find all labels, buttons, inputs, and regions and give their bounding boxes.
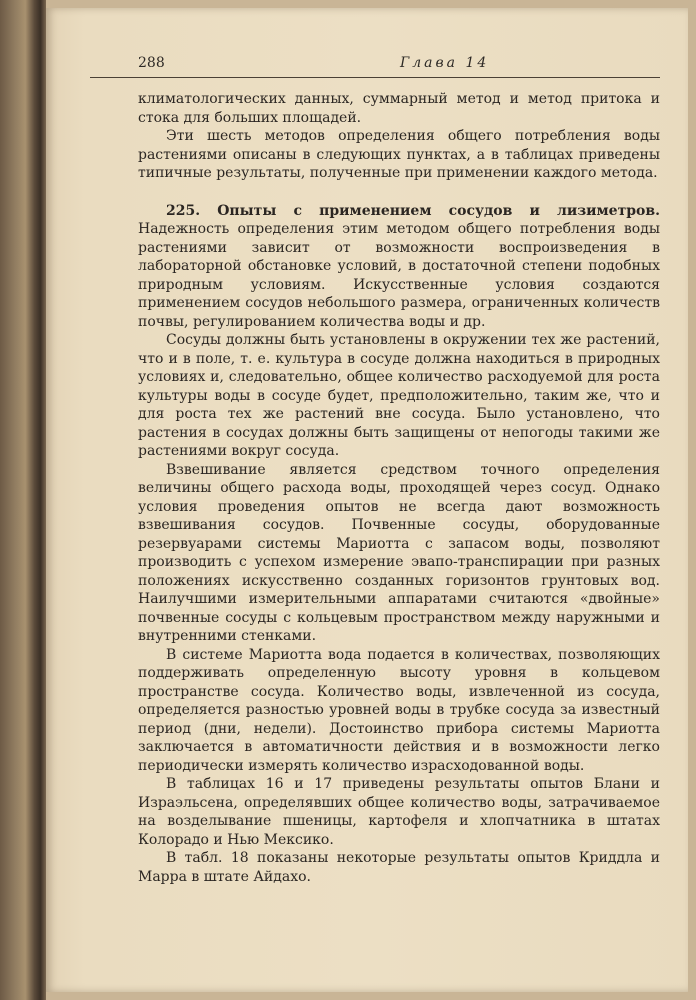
paragraph-weighing: Взвешивание является средством точного определения величины общего расхода воды, проходящей через сосуд. Однако условия проведения опытов не всегда дают возможность взвешивания сосудов. Почвенные сосуды, оборудованные резервуарами системы Мариотта с запасом воды, позволяют производить с успехом измерение эвапо-транспирации при разных положениях искусственно созданных горизонтов грунтовых вод. Наилучшими измерительными аппаратами считаются «двойные» почвенные сосуды с кольцевым пространством между наружными и внутренними стенками. (138, 461, 660, 644)
chapter-title: Глава 14 (400, 55, 490, 71)
book-spine-edge (0, 0, 46, 1000)
paragraph-continuation: климатологических данных, суммарный метод и метод притока и стока для больших площадей. (138, 91, 660, 126)
body-text (138, 90, 660, 886)
page-number: 288 (138, 55, 165, 71)
section-225 (138, 202, 660, 332)
running-header (90, 55, 660, 78)
paragraph-methods-intro: Эти шесть методов определения общего потребления воды растениями описаны в следующих пунктах, а в таблицах приведены типичные результаты, полученные при применении каждого метода. (138, 128, 660, 181)
paragraph-tables-16-17: В таблицах 16 и 17 приведены результаты опытов Блани и Израэльсена, определявших общее количество воды, затрачиваемое на возделывание пшеницы, картофеля и хлопчатника в штатах Колорадо и Нью Мексико. (138, 776, 660, 848)
paragraph-table-18: В табл. 18 показаны некоторые результаты опытов Криддла и Марра в штате Айдахо. (138, 850, 660, 885)
paragraph-vessels: Сосуды должны быть установлены в окружении тех же растений, что и в поле, т. е. культура в сосуде должна находиться в природных условиях и, следовательно, общее количество расходуемой для роста культуры воды в сосуде будет, предположительно, таким же, что и для роста тех же растений вне сосуда. Было установлено, что растения в сосудах должны быть защищены от непогоды такими же растениями вокруг сосуда. (138, 332, 660, 459)
paragraph-mariotte: В системе Мариотта вода подается в количествах, позволяющих поддерживать определенную высоту уровня в кольцевом пространстве сосуда. Количество воды, извлеченной из сосуда, определяется разностью уровней воды в трубке сосуда за известный период (дни, недели). Достоинство прибора системы Мариотта заключается в автоматичности действия и в возможности легко периодически измерять количество израсходованной воды. (138, 646, 660, 774)
section-text: Надежность определения этим методом общего потребления воды растениями зависит от возможности воспроизведения в лабораторной обстановке условий, в достаточной степени подобных природным условиям. Искусственные условия создаются применением сосудов небольшого размера, ограниченных количеств почвы, регулированием количества воды и др. (138, 221, 660, 330)
section-heading: 225. Опыты с применением сосудов и лизиметров. (166, 202, 660, 219)
